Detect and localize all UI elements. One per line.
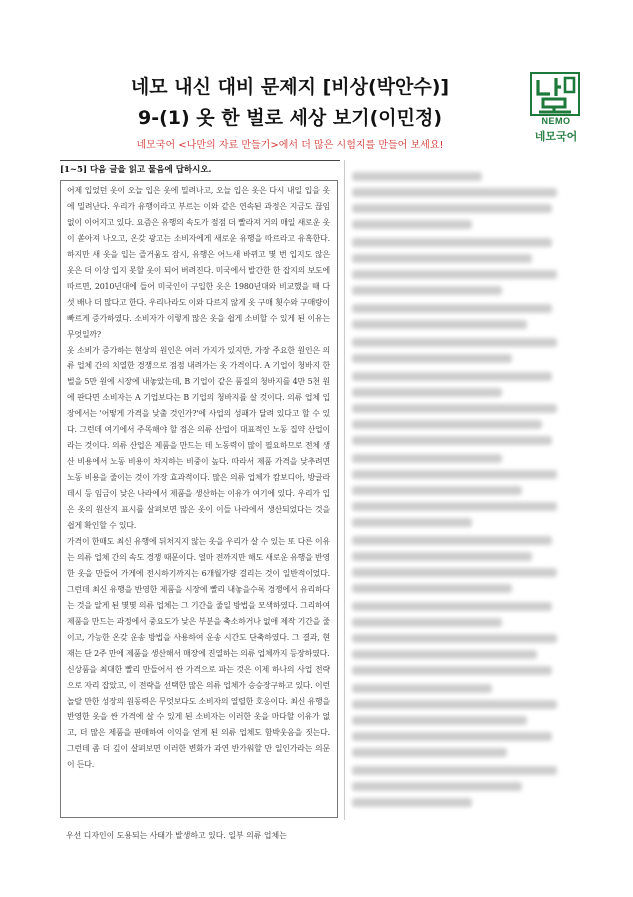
blurred-line (352, 584, 512, 593)
blurred-line (352, 436, 552, 445)
passage-box (60, 180, 338, 818)
blurred-line (352, 666, 552, 675)
blurred-line (352, 716, 527, 725)
blurred-line (352, 254, 532, 263)
blurred-line (352, 172, 482, 181)
blurred-line (352, 798, 472, 807)
section-rule (60, 160, 340, 161)
promo-text[interactable]: 네모국어 <나만의 자료 만들기>에서 더 많은 시험지를 만들어 보세요! (136, 140, 444, 151)
passage-paragraph: 신상품을 최대한 빨리 만들어서 싼 가격으로 파는 것은 이제 하나의 사업 전략으로 자리 잡았고, 이 전략을 선택한 많은 의류 업체가 승승장구하고 있다. 이런 놀랄 만한 성장의 원동력은 무엇보다도 소비자의 열렬한 호응이다. 최신 유행을 반영한 옷을 싼 가격에 살 수 있게 된 소비자는 이러한 옷을 마다할 이유가 없고, 더 많은 제품을 판매하여 이익을 얻게 된 의류 업체도 함박웃음을 짓는다. 그런데 좀 더 깊이 살펴보면 이러한 변화가 과연 반가워할 만 일인가라는 의문이 든다. (67, 664, 330, 770)
passage-text (61, 181, 337, 773)
lesson-title: 9-(1) 옷 한 벌로 세상 보기(이민정) (137, 107, 443, 129)
blurred-line (352, 732, 552, 741)
blurred-line (352, 420, 542, 429)
passage-paragraph: 옷 소비가 증가하는 현상의 원인은 여러 가지가 있지만, 가장 주요한 원인은 의류 업체 간의 치열한 경쟁으로 점점 내려가는 옷 가격이다. A 기업이 청바지 한 벌을 5만 원에 시장에 내놓았는데, B 기업이 같은 품질의 청바지를 4만 5천 원에 판다면 소비자는 A 기업보다는 B 기업의 청바지를 살 것이다. 의류 업체 입장에서는 '어떻게 가격을 낮출 것인가?'에 사업의 성패가 달려 있다고 할 수 있다. 그런데 여기에서 주목해야 할 점은 의류 산업이 대표적인 노동 집약 산업이라는 것이다. 의류 산업은 제품을 만드는 데 노동력이 많이 필요하므로 전체 생산 비용에서 노동 비용이 차지하는 비중이 높다. 따라서 제품 가격을 낮추려면 노동 비용을 줄이는 것이 가장 효과적이다. 많은 의류 업체가 캄보디아, 방글라데시 등 임금이 낮은 나라에서 제품을 생산하는 이유가 여기에 있다. 우리가 입은 옷의 원산지 표시를 살펴보면 많은 옷이 이들 나라에서 생산되었다는 것을 쉽게 확인할 수 있다. (67, 345, 330, 531)
nemo-logo-mark-icon (530, 72, 580, 116)
column-divider (344, 160, 345, 820)
blurred-line (352, 684, 492, 693)
blurred-line (352, 320, 527, 329)
passage-paragraph: 가격이 한때도 최신 유행에 뒤처지지 않는 옷을 우리가 살 수 있는 또 다른 이유는 의류 업체 간의 속도 경쟁 때문이다. 얼마 전까지만 해도 새로운 유행을 반영한 옷을 만들어 가게에 전시하기까지는 6개월가량 걸리는 것이 일반적이었다. 그런데 최신 유행을 반영한 제품을 시장에 빨리 내놓을수록 경쟁에서 유리하다는 것을 알게 된 몇몇 의류 업체는 그 기간을 줄일 방법을 모색하였다. 그리하여 제품을 만드는 과정에서 중요도가 낮은 부분을 축소하거나 없애 제작 기간을 줄이고, 가능한 온갖 운송 방법을 사용하여 운송 시간도 단축하였다. 그 결과, 현재는 단 2주 만에 제품을 생산해서 매장에 진열하는 의류 업체까지 등장하였다. (67, 536, 330, 658)
blurred-line (352, 650, 537, 659)
blurred-line (352, 700, 557, 709)
blurred-line (352, 634, 557, 643)
blurred-line (352, 188, 557, 197)
blurred-line (352, 404, 557, 413)
blurred-line (352, 536, 552, 545)
blurred-line (352, 338, 557, 347)
blurred-line (352, 502, 557, 511)
blurred-line (352, 518, 472, 527)
blurred-line (352, 372, 552, 381)
blurred-line (352, 286, 502, 295)
blurred-line (352, 304, 552, 313)
nemo-logo[interactable] (528, 72, 584, 152)
blurred-line (352, 568, 557, 577)
blurred-line (352, 766, 557, 775)
blurred-line (352, 602, 552, 611)
blurred-line (352, 204, 552, 213)
blurred-line (352, 220, 472, 229)
logo-brand-en: NEMO (541, 116, 571, 126)
passage-continuation: 우선 디자인이 도용되는 사태가 발생하고 있다. 일부 의류 업체는 (66, 831, 287, 840)
blurred-line (352, 238, 552, 247)
blurred-line (352, 552, 532, 561)
blurred-line (352, 354, 512, 363)
blurred-line (352, 270, 557, 279)
page-header (0, 0, 633, 160)
blurred-line (352, 782, 522, 791)
blurred-line (352, 388, 502, 397)
blurred-line (352, 454, 502, 463)
question-instruction: [1~5] 다음 글을 읽고 물음에 답하시오. (60, 165, 212, 175)
blurred-line (352, 470, 557, 479)
blurred-line (352, 486, 522, 495)
blurred-line (352, 618, 502, 627)
blurred-questions-column (352, 172, 576, 822)
passage-paragraph: 어제 입었던 옷이 오늘 입은 옷에 밀려나고, 오늘 입은 옷은 다시 내일 입을 옷에 밀려난다. 우리가 유행이라고 부르는 이와 같은 연속된 과정은 지금도 끊임없이 이어지고 있다. 요즘은 유행의 속도가 점점 더 빨라져 거의 매일 새로운 옷이 쏟아져 나오고, 온갖 광고는 소비자에게 새로운 유행을 따르라고 유혹한다. 하지만 새 옷을 입는 즐거움도 잠시, 유행은 어느새 바뀌고 몇 번 입지도 않은 옷은 더 이상 입지 못할 옷이 되어 버려진다. 미국에서 발간한 한 잡지의 보도에 따르면, 2010년대에 들어 미국인이 구입한 옷은 1980년대와 비교했을 때 다섯 배나 더 많다고 한다. 우리나라도 이와 다르지 않게 옷 구매 횟수와 구매량이 빠르게 증가하였다. 소비자가 이렇게 많은 옷을 쉽게 소비할 수 있게 된 이유는 무엇일까? (67, 186, 330, 339)
logo-brand-kr: 네모국어 (534, 130, 578, 143)
page-title: 네모 내신 대비 문제지 [비상(박안수)] (130, 76, 450, 98)
blurred-line (352, 748, 507, 757)
